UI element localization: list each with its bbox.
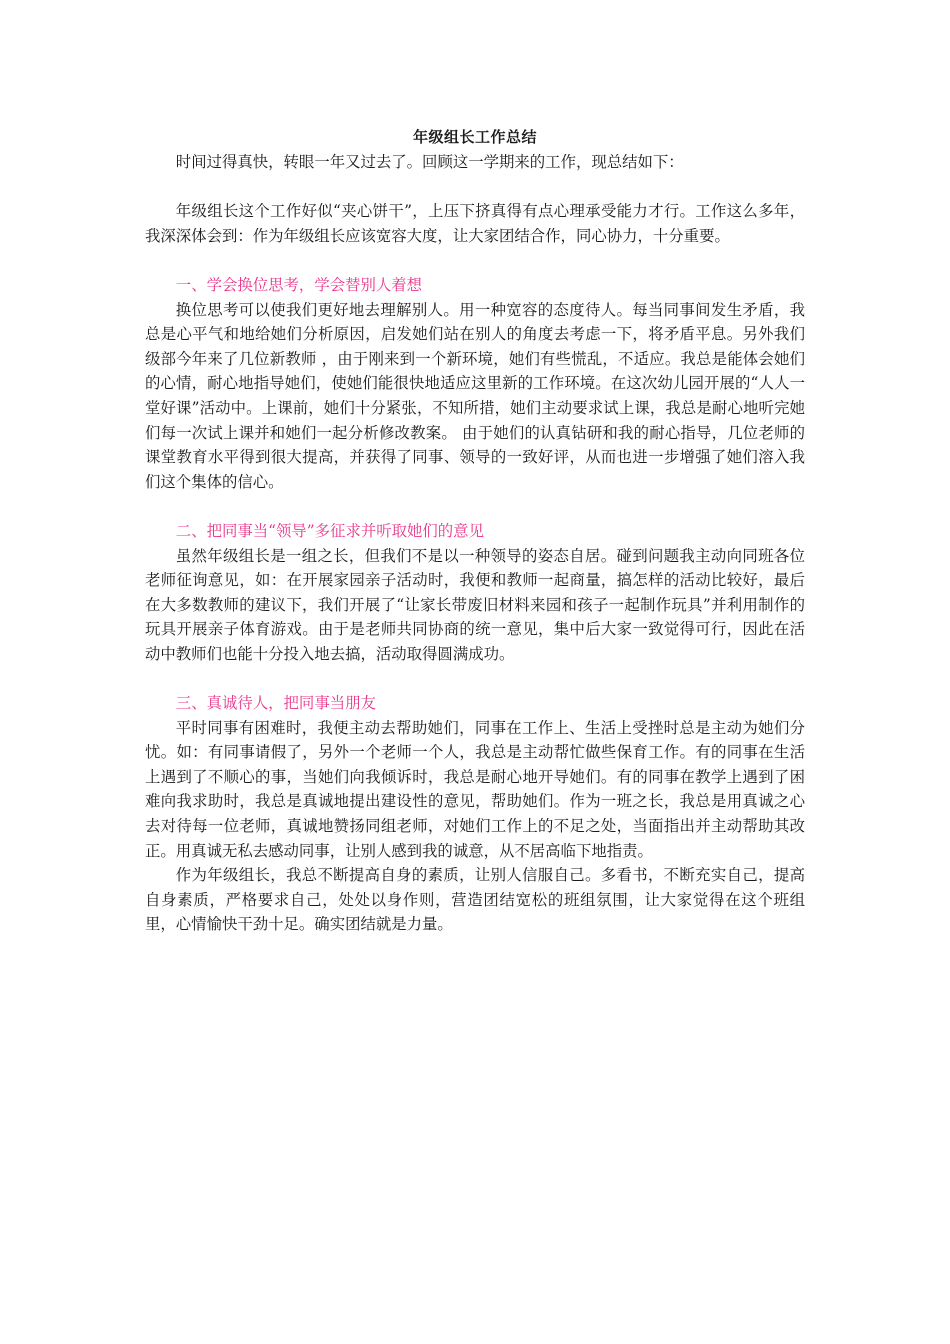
document-title: 年级组长工作总结 <box>412 128 537 146</box>
section-3-paragraph-2: 作为年级组长，我总不断提高自身的素质，让别人信服自己。多看书，不断充实自己，提高自身素质，严格要求自己，处处以身作则，营造团结宽松的班组氛围，让大家觉得在这个班组里，心情愉快干劲十足。确实团结就是力量。 <box>145 866 805 934</box>
section-2-heading: 二、把同事当“领导”多征求并听取她们的意见 <box>175 521 484 540</box>
section-3-heading: 三、真诚待人，把同事当朋友 <box>175 694 376 713</box>
section-1-heading: 一、学会换位思考，学会替别人着想 <box>175 275 423 294</box>
document-page <box>145 124 805 937</box>
section-1-paragraph: 换位思考可以使我们更好地去理解别人。用一种宽容的态度待人。每当同事间发生矛盾，我总是心平气和地给她们分析原因，启发她们站在别人的角度去考虑一下，将矛盾平息。另外我们级部今年来了几位新教师 ，由于刚来到一个新环境，她们有些慌乱，不适应。我总是能体会她们的心情，耐心地指导她们，使她们能很快地适应这里新的工作环境。在这次幼儿园开展的“人人一堂好课”活动中。上课前，她们十分紧张，不知所措，她们主动要求试上课，我总是耐心地听完她们每一次试上课并和她们一起分析修改教案。 由于她们的认真钻研和我的耐心指导，几位老师的课堂教育水平得到很大提高，并获得了同事、领导的一致好评，从而也进一步增强了她们溶入我们这个集体的信心。 <box>145 300 805 491</box>
blank-line <box>145 494 805 519</box>
blank-line <box>145 666 805 691</box>
blank-line <box>145 248 805 273</box>
section-2-paragraph: 虽然年级组长是一组之长，但我们不是以一种领导的姿态自居。碰到问题我主动向同班各位老师征询意见，如：在开展家园亲子活动时，我便和教师一起商量，搞怎样的活动比较好，最后在大多数教师的建议下，我们开展了“让家长带废旧材料来园和孩子一起制作玩具”并利用制作的玩具开展亲子体育游戏。由于是老师共同协商的统一意见，集中后大家一致觉得可行，因此在活动中教师们也能十分投入地去搞，活动取得圆满成功。 <box>145 546 805 663</box>
opening-paragraph: 年级组长这个工作好似“夹心饼干”，上压下挤真得有点心理承受能力才行。工作这么多年，我深深体会到：作为年级组长应该宽容大度，让大家团结合作，同心协力，十分重要。 <box>145 202 805 245</box>
section-3-paragraph-1: 平时同事有困难时，我便主动去帮助她们，同事在工作上、生活上受挫时总是主动为她们分忧。如：有同事请假了，另外一个老师一个人，我总是主动帮忙做些保育工作。有的同事在生活上遇到了不顺心的事，当她们向我倾诉时，我总是耐心地开导她们。有的同事在教学上遇到了困难向我求助时，我总是真诚地提出建设性的意见，帮助她们。作为一班之长，我总是用真诚之心去对待每一位老师，真诚地赞扬同组老师，对她们工作上的不足之处，当面指出并主动帮助其改正。用真诚无私去感动同事，让别人感到我的诚意，从不居高临下地指责。 <box>145 718 805 860</box>
blank-line <box>145 175 805 200</box>
intro-paragraph: 时间过得真快，转眼一年又过去了。回顾这一学期来的工作，现总结如下： <box>175 153 684 171</box>
